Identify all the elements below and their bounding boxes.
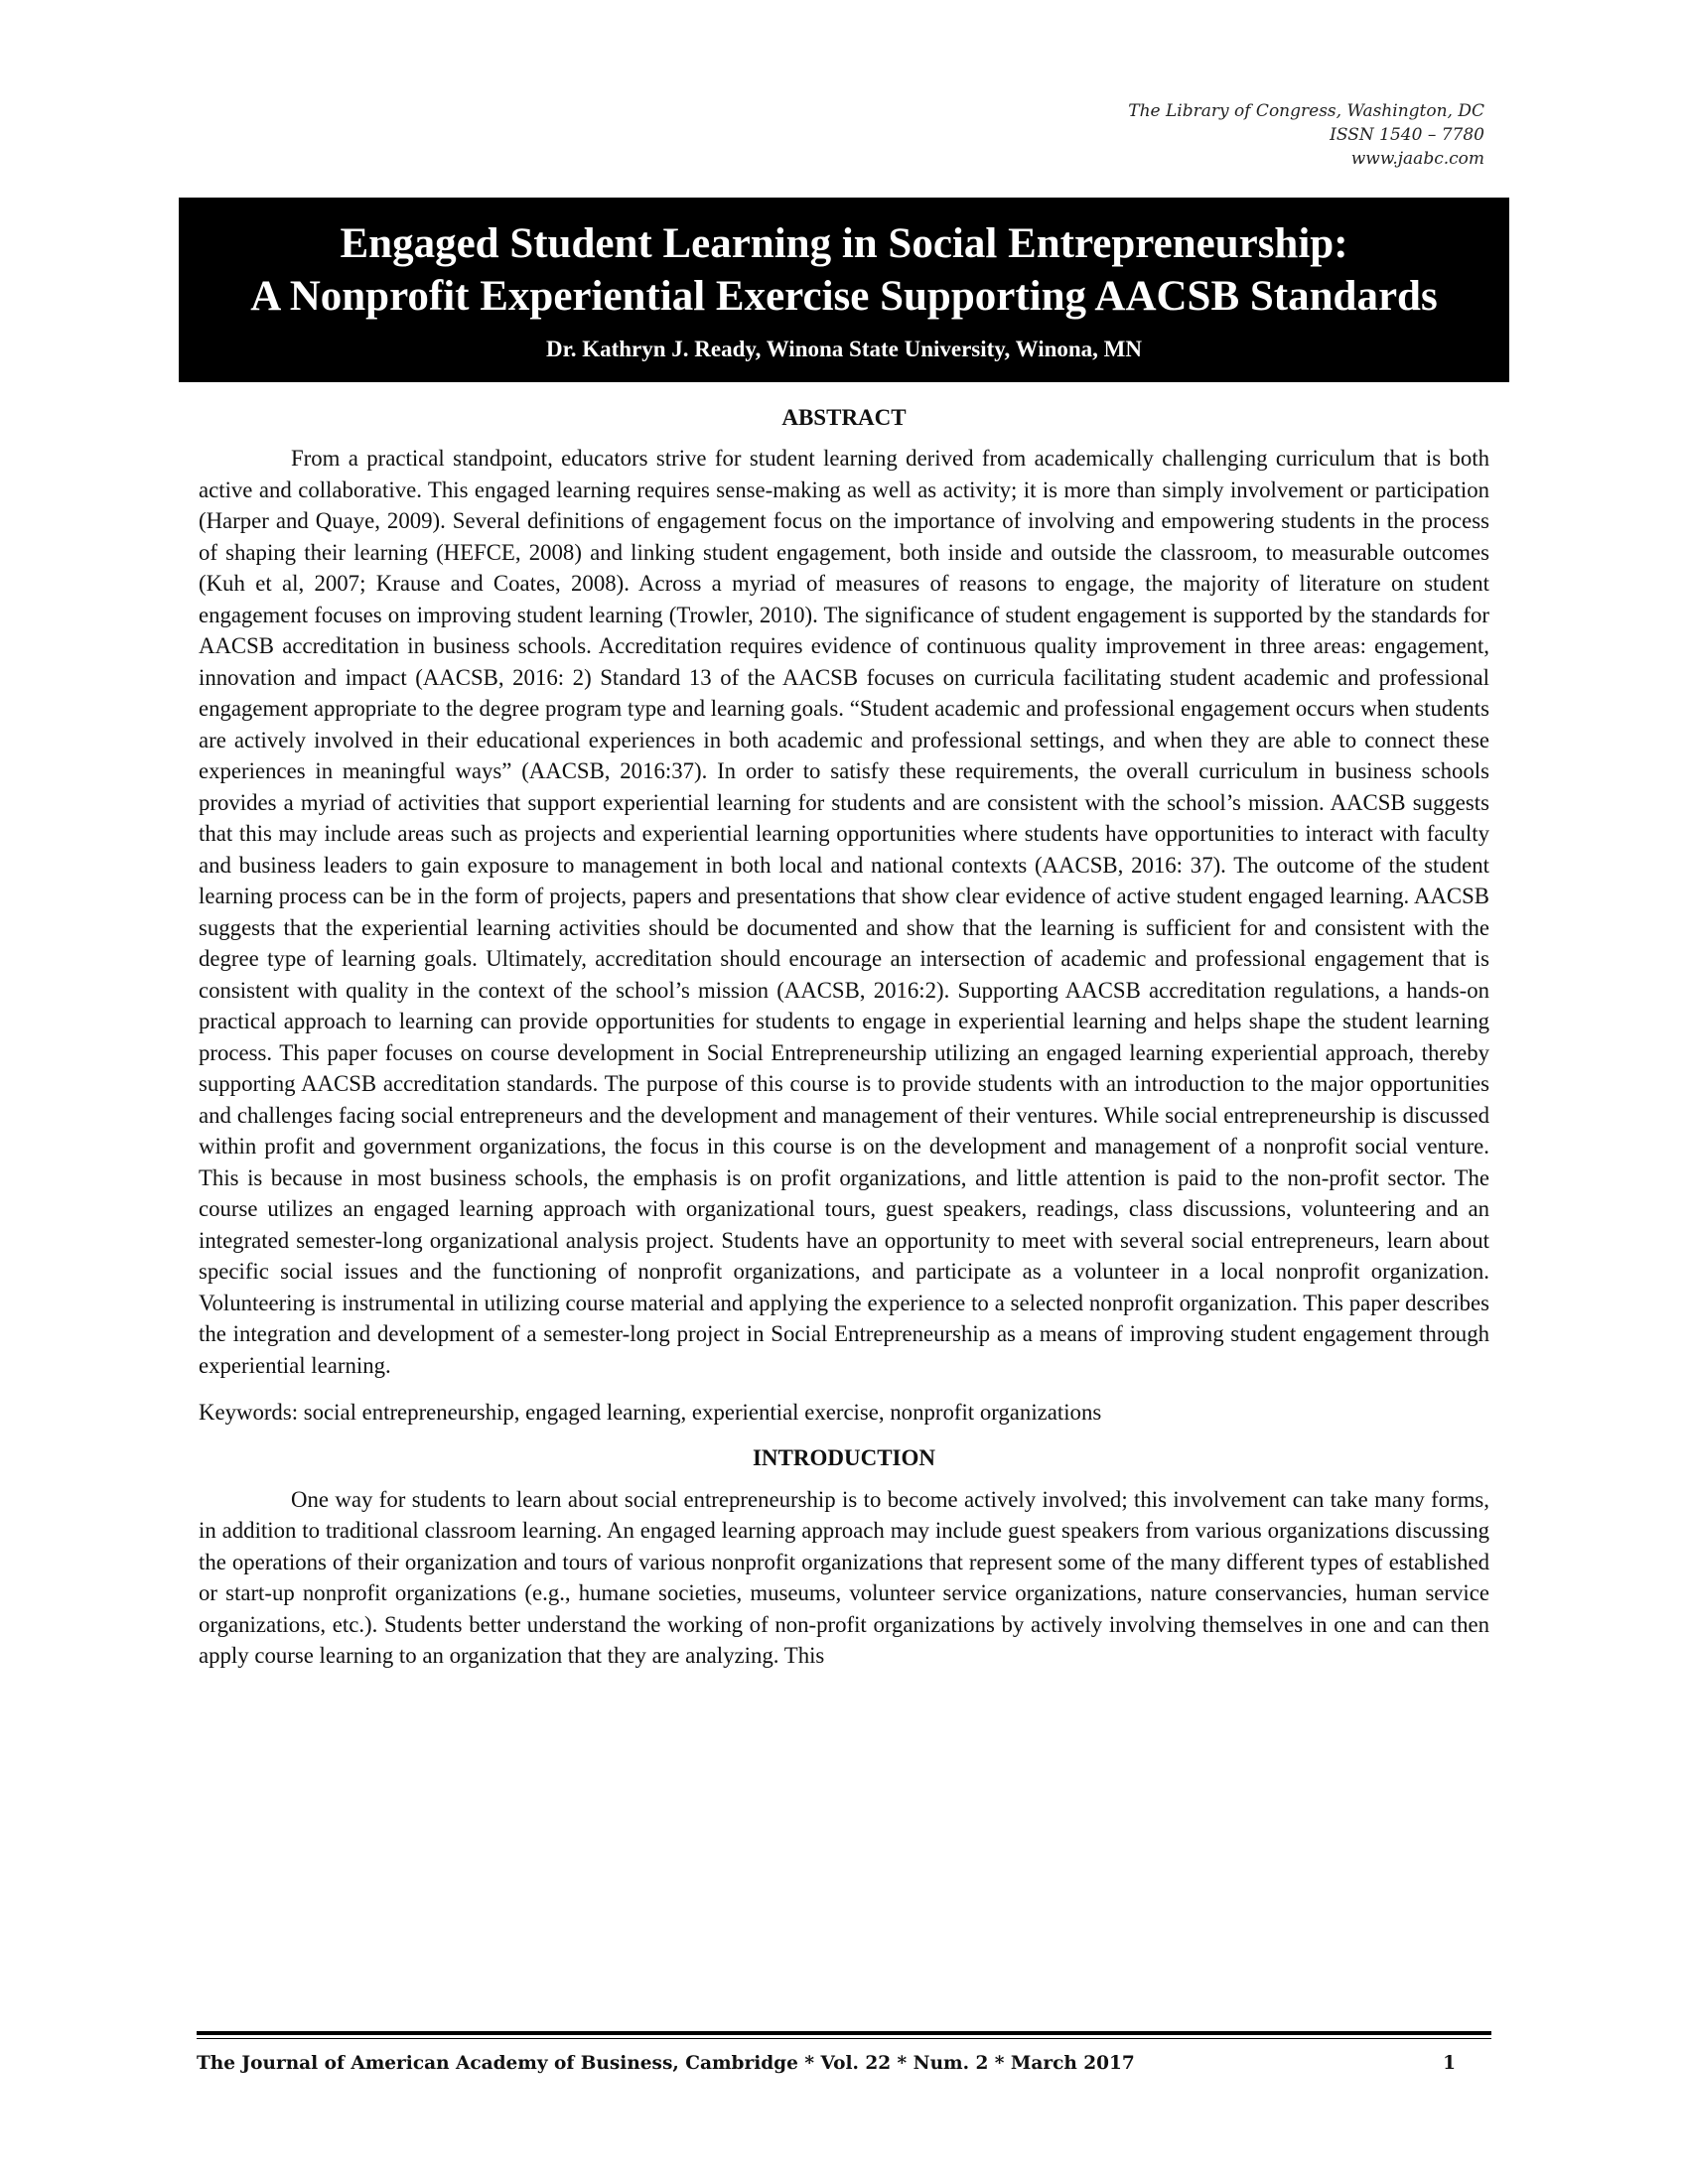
journal-citation: The Journal of American Academy of Business, Cambridge * Vol. 22 * Num. 2 * March 2017 — [197, 2053, 1135, 2074]
issn-line: ISSN 1540 – 7780 — [1330, 125, 1484, 145]
paper-title-line-2: A Nonprofit Experiential Exercise Supporting AACSB Standards — [250, 273, 1438, 320]
article-body — [199, 402, 1489, 1672]
website-line: www.jaabc.com — [1350, 149, 1484, 169]
footer-rule-thick — [197, 2031, 1491, 2035]
publication-info — [889, 99, 1484, 171]
library-line: The Library of Congress, Washington, DC — [1128, 101, 1484, 121]
introduction-heading: INTRODUCTION — [752, 1444, 936, 1470]
keywords: Keywords: social entrepreneurship, engaged learning, experiential exercise, nonprofit organizations — [199, 1400, 1102, 1425]
paper-title-line-1: Engaged Student Learning in Social Entrepreneurship: — [340, 220, 1348, 267]
title-banner — [179, 198, 1509, 382]
page-number: 1 — [1443, 2053, 1456, 2074]
footer-text — [197, 2053, 1491, 2079]
page-footer — [197, 2031, 1491, 2079]
author-affiliation: Dr. Kathryn J. Ready, Winona State University, Winona, MN — [546, 337, 1142, 361]
introduction-text: One way for students to learn about social entrepreneurship is to become actively involved; this involvement can take many forms, in addition to traditional classroom learning. An engaged learning approach may include guest speakers from various organizations discussing the operations of their organization and tours of various nonprofit organizations that represent some of the many different types of established or start-up nonprofit organizations (e.g., humane societies, museums, volunteer service organizations, nature conservancies, human service organizations, etc.). Students better understand the working of non-profit organizations by actively involving themselves in one and can then apply course learning to an organization that they are analyzing. This — [199, 1486, 1489, 1668]
footer-rule-thin — [197, 2038, 1491, 2039]
abstract-heading: ABSTRACT — [781, 405, 907, 430]
abstract-text: From a practical standpoint, educators strive for student learning derived from academically challenging curriculum that is both active and collaborative. This engaged learning requires sense-making as well as activity; it is more than simply involvement or participation (Harper and Quaye, 2009). Several definitions of engagement focus on the importance of involving and empowering students in the process of shaping their learning (HEFCE, 2008) and linking student engagement, both inside and outside the classroom, to measurable outcomes (Kuh et al, 2007; Krause and Coates, 2008). Across a myriad of measures of reasons to engage, the majority of literature on student engagement focuses on improving student learning (Trowler, 2010). The significance of student engagement is supported by the standards for AACSB accreditation in business schools. Accreditation requires evidence of continuous quality improvement in three areas: engagement, innovation and impact (AACSB, 2016: 2) Standard 13 of the AACSB focuses on curricula facilitating student academic and professional engagement appropriate to the degree program type and learning goals. “Student academic and professional engagement occurs when students are actively involved in their educational experiences in both academic and professional settings, and when they are able to connect these experiences in meaningful ways” (AACSB, 2016:37). In order to satisfy these requirements, the overall curriculum in business schools provides a myriad of activities that support experiential learning for students and are consistent with the school’s mission. AACSB suggests that this may include areas such as projects and experiential learning opportunities where students have opportunities to interact with faculty and business leaders to gain exposure to management in both local and national contexts (AACSB, 2016: 37). The outcome of the student learning process can be in the form of projects, papers and presentations that show clear evidence of active student engaged learning. AACSB suggests that the experiential learning activities should be documented and show that the learning is sufficient for and consistent with the degree type of learning goals. Ultimately, accreditation should encourage an intersection of academic and professional engagement that is consistent with quality in the context of the school’s mission (AACSB, 2016:2). Supporting AACSB accreditation regulations, a hands-on practical approach to learning can provide opportunities for students to engage in experiential learning and helps shape the student learning process. This paper focuses on course development in Social Entrepreneurship utilizing an engaged learning experiential approach, thereby supporting AACSB accreditation standards. The purpose of this course is to provide students with an introduction to the major opportunities and challenges facing social entrepreneurs and the development and management of their ventures. While social entrepreneurship is discussed within profit and government organizations, the focus in this course is on the development and management of a nonprofit social venture. This is because in most business schools, the emphasis is on profit organizations, and little attention is paid to the non-profit sector. The course utilizes an engaged learning approach with organizational tours, guest speakers, readings, class discussions, volunteering and an integrated semester-long organizational analysis project. Students have an opportunity to meet with several social entrepreneurs, learn about specific social issues and the functioning of nonprofit organizations, and participate as a volunteer in a local nonprofit organization. Volunteering is instrumental in utilizing course material and applying the experience to a selected nonprofit organization. This paper describes the integration and development of a semester-long project in Social Entrepreneurship as a means of improving student engagement through experiential learning. — [199, 446, 1489, 1378]
